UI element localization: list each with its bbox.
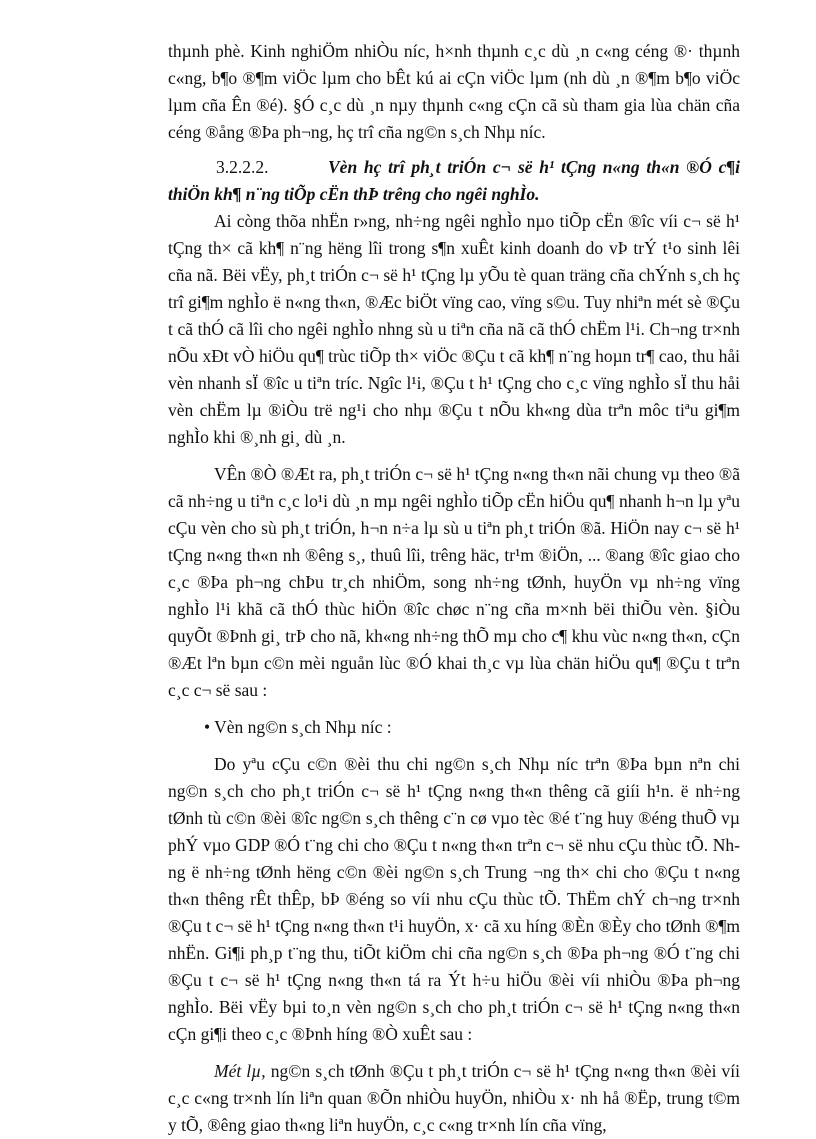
paragraph-issue: VÊn ®Ò ®Æt ra, ph¸t triÓn c¬ së h¹ tÇng n«ng th«n nãi chung vµ theo ®ã cã nh÷ng u tiªn c¸c lo¹i dù ¸n mµ ngêi nghÌo tiÕp cËn hiÖu qu¶ nhanh h¬n lµ yªu cÇu vèn cho sù ph¸t triÓn, h¬n n÷a lµ sù u tiªn ph¸t triÓn ®ã. HiÖn nay c¬ së h¹ tÇng n«ng th«n nh ®êng s¸, thuû lîi, trêng häc, tr¹m ®iÖn, ... ®ang ®îc giao cho c¸c ®Þa ph¬ng chÞu tr¸ch nhiÖm, song nh÷ng tØnh, huyÖn vµ nh÷ng vïng nghÌo l¹i khã cã thÓ thùc hiÖn ®îc chøc n¨ng cña m×nh bëi thiÕu vèn. §iÒu quyÕt ®Þnh gi¸ trÞ cho nã, kh«ng nh÷ng thÕ mµ cho c¶ khu vùc n«ng th«n, cÇn ®Æt lªn bµn c©n mèi nguån lùc ®Ó khai th¸c vµ lùa chän hiÖu qu¶ ®Çu t trªn c¸c c¬ së sau :	[168, 464, 745, 700]
bullet-icon: •	[204, 717, 211, 737]
bullet-item	[168, 714, 740, 741]
paragraph-first-point	[168, 1058, 745, 1139]
section-title: Vèn hç trî ph¸t triÓn c¬ së h¹ tÇng n«ng th«n ®Ó c¶i thiÖn kh¶ n¨ng tiÕp cËn thÞ trêng cho ngêi nghÌo.	[168, 157, 745, 204]
section-number: 3.2.2.2.	[216, 157, 269, 177]
paragraph-infrastructure: Ai còng thõa nhËn r»ng, nh÷ng ngêi nghÌo nµo tiÕp cËn ®îc víi c¬ së h¹ tÇng th× cã kh¶ n¨ng hëng lîi trong s¶n xuÊt kinh doanh do vÞ trÝ t¹o sinh lêi cña nã. Bëi vËy, ph¸t triÓn c¬ së h¹ tÇng lµ yÕu tè quan träng cña chÝnh s¸ch hç trî gi¶m nghÌo ë n«ng th«n, ®Æc biÖt vïng cao, vïng s©u. Tuy nhiªn mét sè ®Çu t cã thÓ cã lîi cho ngêi nghÌo nhng sù u tiªn cña nã cã thÓ chËm l¹i. Ch¬ng tr×nh nÕu xÐt vÒ hiÖu qu¶ trùc tiÕp th× viÖc ®Çu t cã kh¶ n¨ng hoµn tr¶ cao, thu håi vèn nhanh sÏ ®îc u tiªn tríc. Ngîc l¹i, ®Çu t h¹ tÇng cho c¸c vïng nghÌo sÏ thu håi vèn chËm lµ ®iÒu trë ng¹i cho nhµ ®Çu t nÕu kh«ng dùa trªn môc tiªu gi¶m nghÌo khi ®¸nh gi¸ dù ¸n.	[168, 211, 745, 447]
first-point-text: ng©n s¸ch tØnh ®Çu t ph¸t triÓn c¬ së h¹ tÇng n«ng th«n ®èi víi c¸c c«ng tr×nh lín liªn quan ®Õn nhiÒu huyÖn, nhiÒu x· nh hå ®Ëp, trung t©m y tÕ, ®êng giao th«ng liªn huyÖn, c¸c c«ng tr×nh lín cña vïng,	[168, 1061, 745, 1135]
bullet-label: Vèn ng©n s¸ch Nhµ níc :	[214, 717, 392, 737]
paragraph-intro: thµnh phè. Kinh nghiÖm nhiÒu níc, h×nh thµnh c¸c dù ¸n c«ng céng ®· thµnh c«ng, b¶o ®¶m viÖc lµm cho bÊt kú ai cÇn viÖc lµm (nh dù ¸n ®¶m b¶o viÖc lµm cña Ên ®é). §Ó c¸c dù ¸n nµy thµnh c«ng cÇn cã sù tham gia lùa chän cña céng ®ång ®Þa ph¬ng, hç trî cña ng©n s¸ch Nhµ níc.	[168, 41, 745, 142]
paragraph-state-budget: Do yªu cÇu c©n ®èi thu chi ng©n s¸ch Nhµ níc trªn ®Þa bµn nªn chi ng©n s¸ch cho ph¸t triÓn c¬ së h¹ tÇng n«ng th«n thêng cã giíi h¹n. ë nh÷ng tØnh tù c©n ®èi ®îc ng©n s¸ch thêng c¨n cø vµo tèc ®é t¨ng huy ®éng thuÕ vµ phÝ vµo GDP ®Ó t¨ng chi cho ®Çu t n«ng th«n trªn c¬ së nhu cÇu thùc tÕ. Nhng ë nh÷ng tØnh hëng c©n ®èi ng©n s¸ch Trung ¬ng th× chi cho ®Çu t n«ng th«n thêng rÊt thÊp, bÞ ®éng so víi nhu cÇu thùc tÕ. ThËm chÝ ch¬ng tr×nh ®Çu t c¬ së h¹ tÇng n«ng th«n t¹i huyÖn, x· cã xu híng ®Èn ®Èy cho tØnh ®¶m nhËn. Gi¶i ph¸p t¨ng thu, tiÕt kiÖm chi cña ng©n s¸ch ®Þa ph¬ng ®Ó t¨ng chi ®Çu t c¬ së h¹ tÇng n«ng th«n tá ra Ýt h÷u hiÖu ®èi víi nhiÒu ®Þa ph¬ng nghÌo. Bëi vËy bµi to¸n vèn ng©n s¸ch cho ph¸t triÓn c¬ së h¹ tÇng n«ng th«n cÇn gi¶i theo c¸c ®Þnh híng ®Ò xuÊt sau :	[168, 754, 745, 1044]
section-heading	[168, 154, 745, 208]
first-point-lead: Mét lµ,	[214, 1061, 266, 1081]
document-page	[168, 38, 745, 1139]
